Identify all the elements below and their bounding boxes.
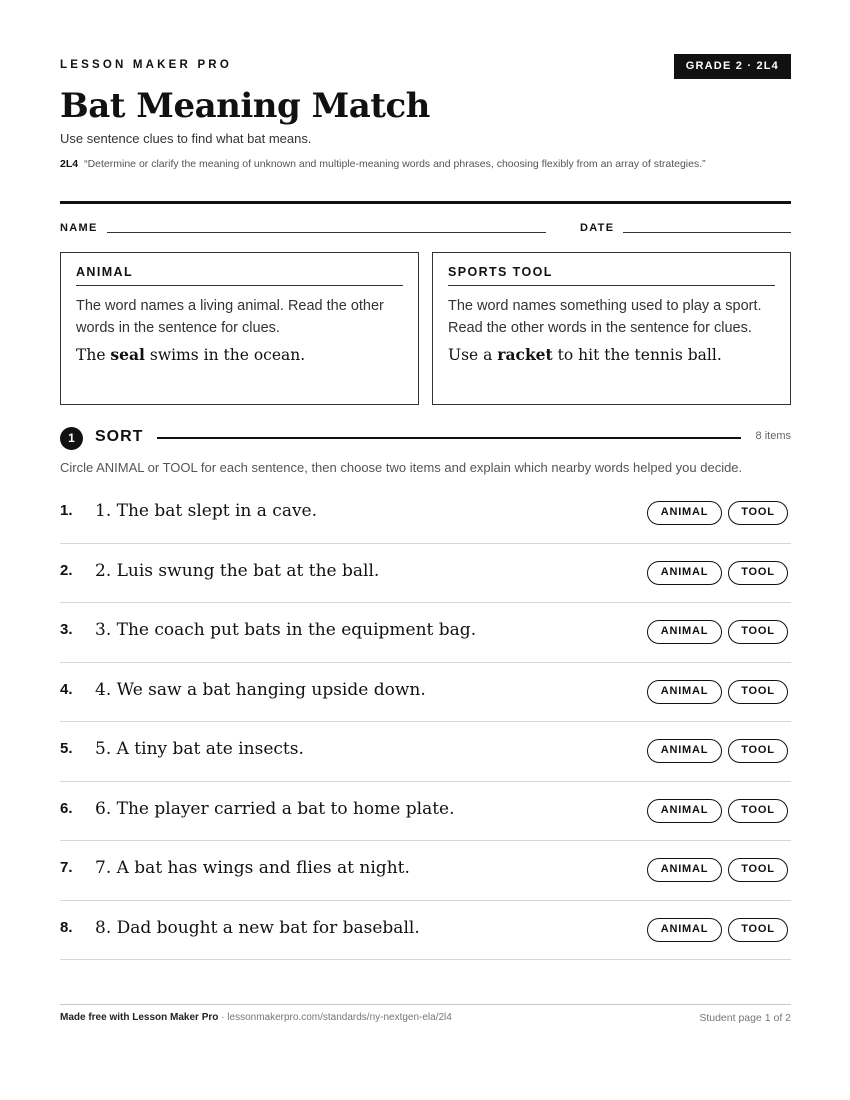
name-label: NAME xyxy=(60,222,98,234)
item-sentence: 5. A tiny bat ate insects. xyxy=(95,739,304,759)
card-heading: ANIMAL xyxy=(76,265,403,286)
item-number: 3. xyxy=(60,621,73,638)
animal-choice[interactable]: ANIMAL xyxy=(647,858,722,882)
standard-description xyxy=(60,156,791,173)
animal-meaning-card xyxy=(60,252,419,405)
section-divider xyxy=(157,437,741,439)
item-number: 7. xyxy=(60,859,73,876)
item-number: 4. xyxy=(60,680,73,698)
example-keyword: seal xyxy=(110,345,145,364)
list-item xyxy=(60,722,791,782)
list-item xyxy=(60,901,791,961)
item-number: 1. xyxy=(60,502,73,519)
footer-credit xyxy=(60,1012,452,1023)
date-label: DATE xyxy=(580,222,615,234)
brand-name: LESSON MAKER PRO xyxy=(60,59,232,71)
card-heading: SPORTS TOOL xyxy=(448,265,775,286)
example-text: swims in the ocean. xyxy=(144,346,306,364)
item-sentence: 7. A bat has wings and flies at night. xyxy=(95,858,410,878)
item-number: 5. xyxy=(60,740,73,757)
tool-choice[interactable]: TOOL xyxy=(728,620,788,644)
tool-choice[interactable]: TOOL xyxy=(728,799,788,823)
animal-choice[interactable]: ANIMAL xyxy=(647,620,722,644)
card-description: The word names a living animal. Read the other words in the sentence for clues. xyxy=(76,298,384,336)
standard-code: 2L4 xyxy=(60,158,79,170)
animal-choice[interactable]: ANIMAL xyxy=(647,501,722,525)
footer-separator: · xyxy=(218,1012,228,1023)
worksheet-page xyxy=(60,0,791,1100)
grade-badge: GRADE 2 · 2L4 xyxy=(674,54,791,79)
footer-made-by: Made free with Lesson Maker Pro xyxy=(60,1012,219,1023)
footer-divider xyxy=(60,1004,791,1005)
card-example-sentence xyxy=(448,345,775,364)
name-date-row xyxy=(60,222,791,236)
name-field[interactable] xyxy=(107,232,546,233)
item-sentence: 8. Dad bought a new bat for baseball. xyxy=(95,917,420,938)
list-item xyxy=(60,603,791,663)
card-description: The word names something used to play a sport. Read the other words in the sentence for clues. xyxy=(448,298,762,336)
list-item xyxy=(60,841,791,901)
list-item xyxy=(60,663,791,723)
animal-choice[interactable]: ANIMAL xyxy=(647,799,722,823)
example-text: to hit the tennis ball. xyxy=(552,346,722,364)
animal-choice[interactable]: ANIMAL xyxy=(647,680,722,704)
animal-choice[interactable]: ANIMAL xyxy=(647,918,722,942)
item-sentence: 1. The bat slept in a cave. xyxy=(95,501,318,521)
standard-text: “Determine or clarify the meaning of unknown and multiple-meaning words and phrases, choosing flexibly from an array of strategies.” xyxy=(84,158,706,170)
list-item xyxy=(60,484,791,544)
animal-choice[interactable]: ANIMAL xyxy=(647,739,722,763)
section-instructions: Circle ANIMAL or TOOL for each sentence, then choose two items and explain which nearby words helped you decide. xyxy=(60,460,743,475)
footer-url-link[interactable]: lessonmakerpro.com/standards/ny-nextgen-ela/2l4 xyxy=(227,1012,452,1023)
section-header xyxy=(60,426,791,450)
animal-choice[interactable]: ANIMAL xyxy=(647,561,722,585)
item-sentence: 6. The player carried a bat to home plate. xyxy=(95,798,455,819)
tool-choice[interactable]: TOOL xyxy=(728,680,788,704)
tool-choice[interactable]: TOOL xyxy=(728,561,788,585)
sort-item-list xyxy=(60,484,791,960)
tool-choice[interactable]: TOOL xyxy=(728,918,788,942)
page-subtitle: Use sentence clues to find what bat means. xyxy=(60,131,312,146)
item-number: 2. xyxy=(60,561,73,579)
section-title: SORT xyxy=(95,428,144,445)
item-number: 8. xyxy=(60,918,73,936)
item-number: 6. xyxy=(60,799,73,817)
page-title: Bat Meaning Match xyxy=(60,86,430,126)
date-field[interactable] xyxy=(623,232,791,233)
example-text: Use a xyxy=(448,346,498,364)
example-text: The xyxy=(76,346,111,364)
tool-choice[interactable]: TOOL xyxy=(728,739,788,763)
list-item xyxy=(60,782,791,842)
section-number: 1 xyxy=(60,427,83,450)
example-keyword: racket xyxy=(497,345,553,364)
card-example-sentence xyxy=(76,345,403,364)
sports-tool-meaning-card xyxy=(432,252,791,405)
tool-choice[interactable]: TOOL xyxy=(728,858,788,882)
item-sentence: 4. We saw a bat hanging upside down. xyxy=(95,679,426,700)
item-sentence: 3. The coach put bats in the equipment bag. xyxy=(95,620,477,640)
header-divider xyxy=(60,201,791,204)
tool-choice[interactable]: TOOL xyxy=(728,501,788,525)
footer-page-number: Student page 1 of 2 xyxy=(699,1012,791,1024)
item-count: 8 items xyxy=(755,430,791,442)
item-sentence: 2. Luis swung the bat at the ball. xyxy=(95,560,380,581)
list-item xyxy=(60,544,791,604)
